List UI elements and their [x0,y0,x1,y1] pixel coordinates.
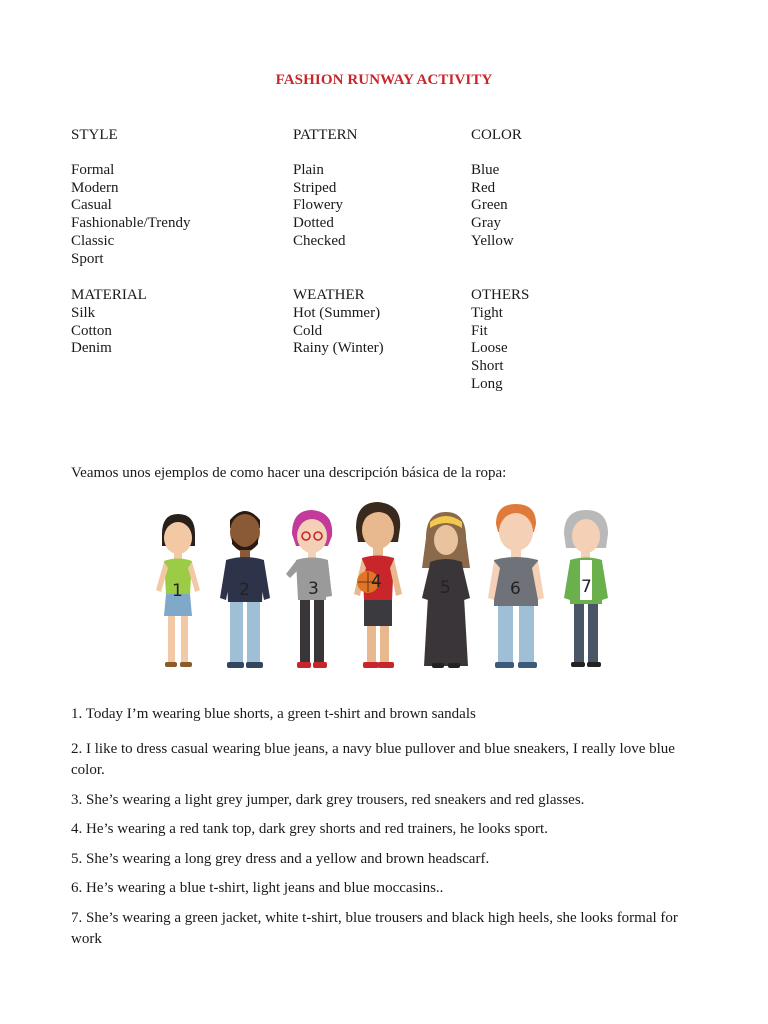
color-item: Yellow [471,232,514,249]
others-item: Tight [471,304,503,321]
style-item: Modern [71,179,119,196]
material-heading: MATERIAL [71,287,147,303]
pattern-item: Striped [293,179,337,196]
weather-item: Hot (Summer) [293,304,381,321]
material-item: Cotton [71,322,112,339]
style-item: Classic [71,232,115,249]
pattern-item: Flowery [293,197,343,214]
color-heading: COLOR [471,127,522,143]
example-4: 4. He’s wearing a red tank top, dark grey shorts and red trainers, he looks sport. [71,821,548,837]
style-item: Casual [71,197,112,214]
color-column [471,127,522,251]
style-column [71,127,190,269]
figure-number-1: 1 [172,581,183,601]
example-7: 7. She’s wearing a green jacket, white t-shirt, blue trousers and black high heels, she looks formal for work [71,910,678,947]
example-3: 3. She’s wearing a light grey jumper, dark grey trousers, red sneakers and red glasses. [71,792,585,808]
example-5: 5. She’s wearing a long grey dress and a yellow and brown headscarf. [71,851,490,867]
example-1: 1. Today I’m wearing blue shorts, a green t-shirt and brown sandals [71,706,476,722]
others-item: Short [471,358,504,375]
weather-column [293,287,384,358]
others-column [471,287,529,394]
style-heading: STYLE [71,127,118,143]
weather-heading: WEATHER [293,287,365,303]
pattern-item: Dotted [293,215,334,232]
pattern-item: Plain [293,161,324,178]
figure-number-2: 2 [239,580,250,600]
figure-number-6: 6 [510,579,521,599]
page-title: FASHION RUNWAY ACTIVITY [275,72,493,88]
pattern-item: Checked [293,232,346,249]
figure-number-4: 4 [371,572,382,592]
others-heading: OTHERS [471,287,530,303]
example-6: 6. He’s wearing a blue t-shirt, light jeans and blue moccasins.. [71,880,444,896]
pattern-column [293,127,357,251]
example-2: 2. I like to dress casual wearing blue jeans, a navy blue pullover and blue sneakers, I really love blue color. [71,741,675,778]
others-item: Loose [471,340,508,357]
others-item: Fit [471,322,488,339]
others-item: Long [471,375,503,392]
color-item: Green [471,197,508,214]
material-item: Denim [71,340,112,357]
style-item: Sport [71,250,104,267]
color-item: Blue [471,161,500,178]
style-item: Fashionable/Trendy [71,215,191,232]
figure-number-3: 3 [308,579,319,599]
pattern-heading: PATTERN [293,127,358,143]
material-item: Silk [71,304,96,321]
color-item: Red [471,179,496,196]
material-column [71,287,147,358]
people-illustration [140,498,625,676]
style-item: Formal [71,161,115,178]
figure-number-5: 5 [440,578,451,598]
weather-item: Rainy (Winter) [293,340,384,357]
color-item: Gray [471,215,501,232]
figure-number-7: 7 [581,577,592,597]
intro-text: Veamos unos ejemplos de como hacer una descripción básica de la ropa: [71,465,507,481]
weather-item: Cold [293,322,323,339]
